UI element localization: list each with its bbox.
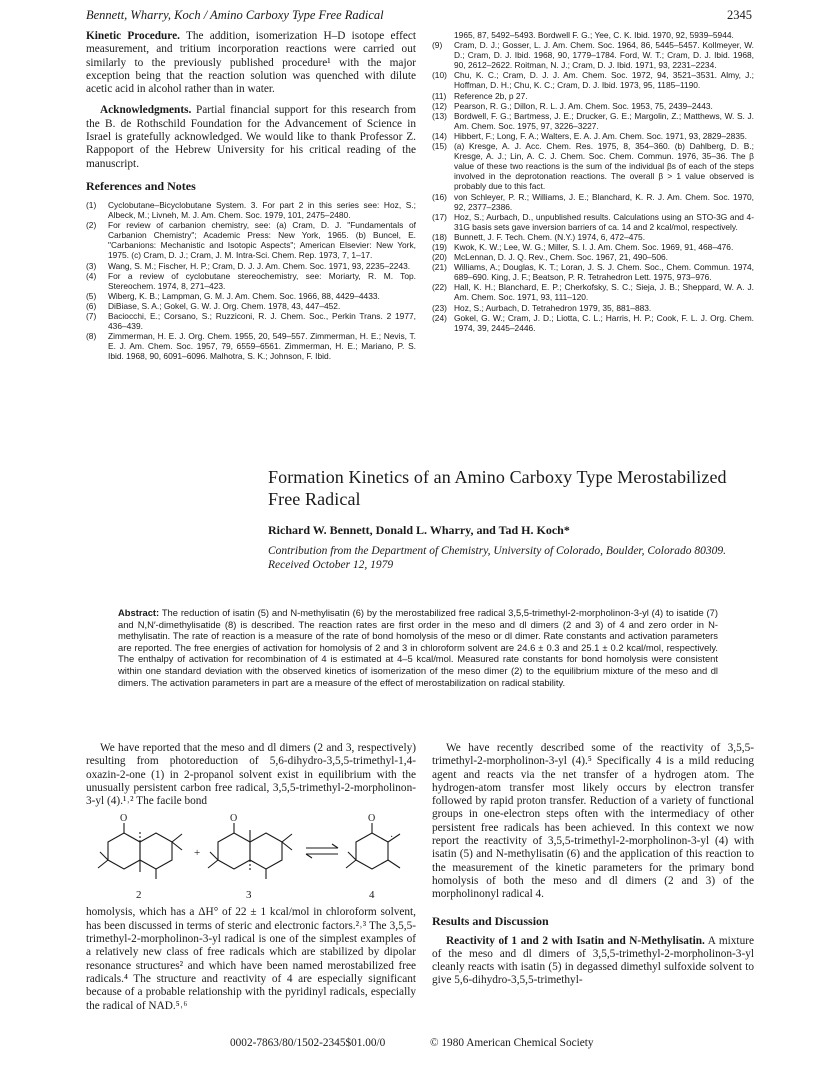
reference-text: Chu, K. C.; Cram, D. J. J. Am. Chem. Soc. 1972, 94, 3521–3531. Almy, J.; Hoffman, D. H.; Chu, K. C.; Cram, D. J. Ibid. 1973, 95, 1185–1190. [454, 70, 754, 91]
reference-item [432, 30, 754, 40]
reference-item [432, 262, 754, 282]
running-head-title: Bennett, Wharry, Koch / Amino Carboxy Type Free Radical [86, 8, 384, 22]
reference-text: DiBiase, S. A.; Gokel, G. W. J. Org. Chem. 1978, 43, 447–452. [108, 300, 341, 311]
reference-text: Kwok, K. W.; Lee, W. G.; Miller, S. I. J. Am. Chem. Soc. 1969, 91, 468–476. [454, 241, 734, 252]
references-heading: References and Notes [86, 178, 196, 193]
reference-text: For review of carbanion chemistry, see: (a) Cram, D. J. "Fundamentals of Carbanion Chemistry"; Academic Press: New York, 1965. (b) Buncel, E. "Carbanions: Mechanistic and Isotopic Aspects"; American Elsevier: New York, 1975. (c) Cram, D. J.; Cram, J. M. Intra-Sci. Chem. Rep. 1973, 7, 1–17. [108, 220, 416, 261]
reference-number: (20) [432, 252, 447, 263]
radical-dot-4: · [390, 832, 394, 844]
article-title-block [268, 466, 738, 572]
reference-text: McLennan, D. J. Q. Rev., Chem. Soc. 1967, 21, 490–506. [454, 252, 668, 263]
previous-article-left-column [86, 30, 416, 361]
reference-text: Bunnett, J. F. Tech. Chem. (N.Y.) 1974, 6, 472–475. [454, 231, 646, 242]
reference-number: (3) [86, 260, 97, 271]
abstract [118, 607, 718, 688]
page-number: 2345 [727, 8, 752, 22]
intro-paragraph-1: We have reported that the meso and dl dimers (2 and 3, respectively) resulting from photoreduction of 5,6-dihydro-3,5,5-trimethyl-1,4-oxazin-2-one (1) in 2-propanol solvent exist in equilibrium with the unusually persistent carbon free radical, 3,5,5-trimethyl-2-morpholinon-3-yl (4).¹˒² The facile bond [86, 742, 416, 808]
reference-number: (6) [86, 300, 97, 311]
footer-copyright: © 1980 American Chemical Society [430, 1037, 594, 1049]
reference-number: (4) [86, 270, 97, 281]
reference-number: (11) [432, 90, 447, 101]
article-authors: Richard W. Bennett, Donald L. Wharry, and Tad H. Koch* [268, 523, 570, 537]
intro-paragraph-2: homolysis, which has a ΔH° of 22 ± 1 kcal/mol in chloroform solvent, has been discussed in terms of steric and electronic factors.²˒³ The 3,5,5-trimethyl-2-morpholinon-3-yl radical is one of the simplest examples of a relatively new class of free radicals which are stabilized by dipolar resonance structures² and which have been named merostabilized free radicals.⁴ The structure and reactivity of 4 are especially significant because of a probable relationship with the pyridinyl radicals, especially the radical of NAD.⁵˒⁶ [86, 906, 416, 1012]
abstract-text: The reduction of isatin (5) and N-methylisatin (6) by the merostabilized free radical 3,5,5-trimethyl-2-morpholinon-3-yl (4) to isatide (7) and N,N′-dimethylisatide (8) is described. The reaction rates are first order in the meso and dl dimers (2 and 3) of 4 and zero order in N-methylisatin. The rate of reaction is a measure of the rate of bond homolysis of the meso or dl dimer. Rate constants and activation parameters are reported. The free energies of activation for homolysis of 2 and 3 in chloroform solvent are 24.6 ± 0.3 and 25.1 ± 0.2 kcal/mol, respectively. The enthalpy of activation for recombination of 4 is estimated at 4–5 kcal/mol. Measured rate constants for bond homolysis were consistent within one standard deviation with the observed kinetics of isomerization of the meso dimer (2) to the equilibrium mixture of the meso and dl dimers. The activation parameters in part are a measure of the effect of merostabilization on radical stability. [118, 607, 719, 688]
abstract-label: Abstract: [118, 607, 160, 618]
reference-number: (10) [432, 70, 447, 81]
dimer-2-structure [98, 823, 182, 879]
acknowledgments-paragraph [86, 104, 416, 170]
references-list-right [432, 30, 754, 333]
reference-number: (24) [432, 312, 447, 323]
reference-number: (9) [432, 40, 443, 51]
reference-text: For a review of cyclobutane stereochemistry, see: Moriarty, R. M. Top. Stereochem. 1974, 8, 271–423. [108, 270, 416, 291]
reference-item [432, 313, 754, 333]
reference-item [86, 261, 416, 271]
reference-item [86, 301, 416, 311]
reference-item [432, 252, 754, 262]
reference-text: Hall, K. H.; Blanchard, E. P.; Cherkofsky, S. C.; Sieja, J. B.; Sheppard, W. A. J. Am. Chem. Soc. 1971, 93, 111–120. [454, 282, 754, 303]
reference-number: (8) [86, 331, 97, 342]
reference-text: Williams, A.; Douglas, K. T.; Loran, J. S. J. Chem. Soc., Chem. Commun. 1974, 689–690. King, J. F.; Beatson, P. R. Tetrahedron Lett. 1975, 973–976. [454, 262, 754, 283]
reference-text: Wang, S. M.; Fischer, H. P.; Cram, D. J. J. Am. Chem. Soc. 1971, 93, 2235–2243. [108, 260, 411, 271]
acknowledgments-label: Acknowledgments. [100, 104, 192, 117]
kinetic-procedure-text: The addition, isomerization H–D isotope effect measurement, and tritium incorporation reactions were carried out similarly to the previously published procedure¹ with the major exception being that the reaction solution was quenched with dilute acetic acid in alcohol rather than in water. [86, 30, 416, 96]
reference-number: (18) [432, 231, 447, 242]
reaction-scheme-drawing [86, 812, 416, 904]
reference-item [432, 192, 754, 212]
reference-number: (16) [432, 191, 447, 202]
scheme-label-2: 2 [136, 889, 142, 902]
article-title: Formation Kinetics of an Amino Carboxy Type Merostabilized Free Radical [268, 467, 727, 509]
reference-item [432, 40, 754, 70]
reference-item [432, 141, 754, 191]
reference-number: (14) [432, 130, 447, 141]
reference-item [86, 331, 416, 361]
radical-4-structure [346, 823, 400, 869]
reference-number: (17) [432, 211, 447, 222]
reference-number: (1) [86, 199, 97, 210]
reference-number: (7) [86, 311, 97, 321]
results-discussion-heading: Results and Discussion [432, 913, 549, 928]
reference-text: Wiberg, K. B.; Lampman, G. M. J. Am. Chem. Soc. 1966, 88, 4429–4433. [108, 290, 380, 301]
reference-number: (15) [432, 141, 447, 152]
reference-number: (5) [86, 290, 97, 301]
results-text: A mixture of the meso and dl dimers of 3,5,5-trimethyl-2-morpholinon-3-yl cleanly reacts with isatin (5) in degassed dimethyl sulfoxide solvent to give 5,6-dihydro-3,5,5-trimethyl- [432, 934, 754, 987]
reference-text: Cyclobutane–Bicyclobutane System. 3. For part 2 in this series see: Hoz, S.; Albeck, M.; Livneh, M. J. Am. Chem. Soc. 1979, 101, 2475–2480. [108, 199, 416, 221]
reference-number: (13) [432, 110, 447, 121]
reference-text: von Schleyer, P. R.; Williams, J. E.; Blanchard, K. R. J. Am. Chem. Soc. 1970, 92, 2377–2386. [454, 191, 754, 212]
reference-text: Baciocchi, E.; Corsano, S.; Ruzziconi, R. J. Chem. Soc., Perkin Trans. 2 1977, 436–439. [108, 311, 416, 332]
body-left-column [86, 742, 416, 1013]
scheme-label-3: 3 [246, 889, 252, 902]
carbonyl-o-label-3: O [230, 813, 238, 825]
reference-item [86, 311, 416, 331]
results-subheading: Reactivity of 1 and 2 with Isatin and N-Methylisatin. [446, 934, 705, 947]
reference-number: (19) [432, 241, 447, 252]
reference-text: Pearson, R. G.; Dillon, R. L. J. Am. Chem. Soc. 1953, 75, 2439–2443. [454, 100, 713, 111]
reference-item [432, 131, 754, 141]
reference-item [86, 200, 416, 220]
scheme-plus-sign: + [194, 847, 201, 860]
reference-number: (12) [432, 100, 447, 111]
article-affiliation: Contribution from the Department of Chemistry, University of Colorado, Boulder, Colorado 80309. Received October 12, 1979 [268, 545, 726, 571]
results-paragraph-1 [432, 935, 754, 988]
dimer-3-structure [208, 823, 292, 879]
kinetic-procedure-paragraph [86, 30, 416, 96]
reference-text: Hibbert, F.; Long, F. A.; Walters, E. A. J. Am. Chem. Soc. 1971, 93, 2829–2835. [454, 130, 747, 141]
footer-code: 0002-7863/80/1502-2345$01.00/0 [230, 1037, 386, 1049]
reference-item [86, 220, 416, 260]
reference-item [432, 282, 754, 302]
reference-item [432, 111, 754, 131]
reaction-scheme [86, 812, 416, 904]
reference-text: Cram, D. J.; Gosser, L. J. Am. Chem. Soc. 1964, 86, 5445–5457. Kollmeyer, W. D.; Cram, D. J. Ibid. 1968, 90, 1779–1784. Ford, W. T.; Cram, D. J. Ibid. 1968, 90, 2612–2622. Roitman, N. J.; Cram, D. J. Ibid. 1971, 93, 2231–2234. [454, 40, 754, 71]
reference-item [432, 242, 754, 252]
carbonyl-o-label-2: O [120, 813, 128, 825]
reference-text: Zimmerman, H. E. J. Org. Chem. 1955, 20, 549–557. Zimmerman, H. E.; Nevis, T. E. J. Am. Chem. Soc. 1957, 79, 6559–6561. Zimmerman, H. E.; Mariano, P. S. Ibid. 1968, 90, 6091–6096. Malhotra, S. K.; Johnson, F. Ibid. [108, 331, 416, 362]
intro-paragraph-3: We have recently described some of the reactivity of 3,5,5-trimethyl-2-morpholinon-3-yl (4).⁵ Specifically 4 is a mild reducing agent and reacts via the net transfer of a hydrogen atom. The hydrogen-atom transfer most likely occurs by electron transfer followed by rapid proton transfer. Reduction of a variety of functional groups in one-electron steps often with the intermediacy of other persistent free radicals has been achieved. In this context we now report the reactivity of 3,5,5-trimethyl-2-morpholinon-3-yl (4) with isatin (5) and N-methylisatin (6) and the application of this reaction to the measurement of the kinetic parameters for the primary bond homolysis of both the meso and dl dimers (2 and 3) of the morpholinonyl radical 4. [432, 742, 754, 901]
reference-number: (22) [432, 282, 447, 293]
kinetic-procedure-label: Kinetic Procedure. [86, 30, 180, 42]
scheme-label-4: 4 [369, 889, 375, 902]
reference-text: Bordwell, F. G.; Bartmess, J. E.; Drucker, G. E.; Margolin, Z.; Matthews, W. S. J. Am. Chem. Soc. 1975, 97, 3226–3227. [454, 110, 754, 131]
reference-text: Hoz, S.; Aurbach, D. Tetrahedron 1979, 35, 881–883. [454, 302, 652, 313]
reference-number: (21) [432, 262, 447, 273]
reference-text: Reference 2b, p 27. [454, 90, 528, 101]
reference-text: 1965, 87, 5492–5493. Bordwell F. G.; Yee, C. K. Ibid. 1970, 92, 5939–5944. [454, 30, 734, 40]
reference-number: (2) [86, 220, 97, 231]
reference-item [86, 291, 416, 301]
reference-text: Gokel, G. W.; Cram, J. D.; Liotta, C. L.; Harris, H. P.; Cook, F. L. J. Org. Chem. 1974, 39, 2445–2446. [454, 312, 754, 333]
reference-item [432, 101, 754, 111]
acknowledgments-text: Partial financial support for this research from the B. de Rothschild Foundation for the Advancement of Science in Israel is gratefully acknowledged. We would like to thank Professor Z. Rappoport of the Hebrew University for his critical reading of the manuscript. [86, 104, 416, 170]
references-list-left [86, 200, 416, 362]
reference-item [432, 70, 754, 90]
equilibrium-arrows [306, 844, 338, 858]
reference-item [432, 303, 754, 313]
carbonyl-o-label-4: O [368, 813, 376, 825]
reference-number: (23) [432, 302, 447, 313]
reference-text: Hoz, S.; Aurbach, D., unpublished results. Calculations using an STO-3G and 4-31G basis sets gave inversion barriers of ca. 14 and 2 kcal/mol, respectively. [454, 211, 754, 232]
previous-article-right-column [432, 30, 754, 333]
reference-text: (a) Kresge, A. J. Acc. Chem. Res. 1975, 8, 354–360. (b) Dahlberg, D. B.; Kresge, A. J.; Lin, A. C. J. Chem. Soc. Chem. Commun. 1976, 35–36. The β value of these two reactions is the sum of the individual βs of each of the steps involved in the deprotonation reactions. The overall β > 1 value observed is probably due to this fact. [454, 141, 754, 192]
reference-item [432, 232, 754, 242]
body-right-column [432, 742, 754, 988]
reference-item [432, 91, 754, 101]
reference-item [432, 212, 754, 232]
page-footer [230, 1037, 710, 1049]
reference-item [86, 271, 416, 291]
running-head [86, 8, 752, 26]
